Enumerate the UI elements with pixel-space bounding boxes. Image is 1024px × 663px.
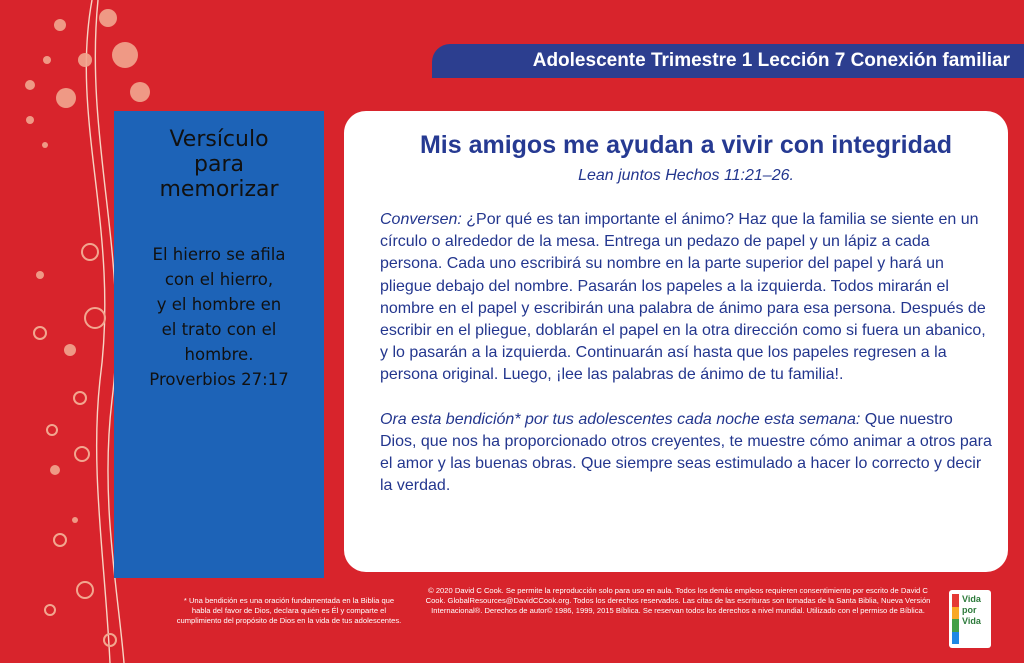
logo-text: Vida por Vida [962,594,981,626]
logo-bar [952,607,959,620]
memory-verse-panel [114,111,324,578]
converse-text: ¿Por qué es tan importante el ánimo? Haz que la familia se siente en un círculo o alrededor de la mesa. Entrega un pedazo de papel y un lápiz a cada persona. Cada uno escribirá su nombre en la parte superior del papel y hará un pliegue debajo del nombre. Pasarán los papeles a la izquierda. Todos mirarán el nombre en el papel y escribirán una palabra de ánimo para esa persona. Después de escribir en el pliegue, doblarán el papel en la otra dirección como si fuera un abanico, y lo pasarán a la izquierda. Continuarán así hasta que los papeles regresen a la persona original. Luego, ¡lee las palabras de ánimo de tu familia!. [380,211,986,384]
vida-por-vida-logo [949,590,991,648]
converse-paragraph [380,209,992,387]
header-title: Adolescente Trimestre 1 Lección 7 Conexión familiar [532,50,1010,71]
converse-label: Conversen: [380,211,462,228]
activity-card [344,111,1008,572]
card-subtitle: Lean juntos Hechos 11:21–26. [578,167,794,184]
blessing-label: Ora esta bendición* por tus adolescentes cada noche esta semana: [380,410,861,428]
logo-bar [952,594,959,607]
blessing-text: Que nuestro Dios, que nos ha proporcionado otros creyentes, te muestre cómo animar a otros para el amor y las buenas obras. Que siempre seas estimulado a hacer lo correcto y decir la verdad. [380,410,992,495]
header-banner [432,44,1024,78]
logo-color-bars [952,594,959,644]
logo-bar [952,619,959,632]
footnote: * Una bendición es una oración fundamentada en la Biblia que habla del favor de Dios, declara quién es Él y comparte el cumplimiento del propósito de Dios en la vida de tus adolescentes. [176,596,402,625]
copyright-notice: © 2020 David C Cook. Se permite la reproducción solo para uso en aula. Todos los demás empleos requieren consentimiento por escrito de David C Cook. GlobalResources@DavidCCook.org. Todos los derechos reservados. Las citas de las escrituras son tomadas de la Santa Biblia, Nueva Versión Internacional®. Derechos de autor© 1986, 1999, 2015 Bíblica. Se reservan todos los derechos a nivel mundial. Utilizado con el permiso de Bíblica. [425,586,931,615]
card-title: Mis amigos me ayudan a vivir con integridad [419,131,953,159]
memory-verse-title: Versículo para memorizar [159,127,279,202]
memory-verse-text: El hierro se afila con el hierro, y el hombre en el trato con el hombre. Proverbios 27:17 [149,245,289,389]
logo-bar [952,632,959,645]
blessing-paragraph [380,409,992,498]
